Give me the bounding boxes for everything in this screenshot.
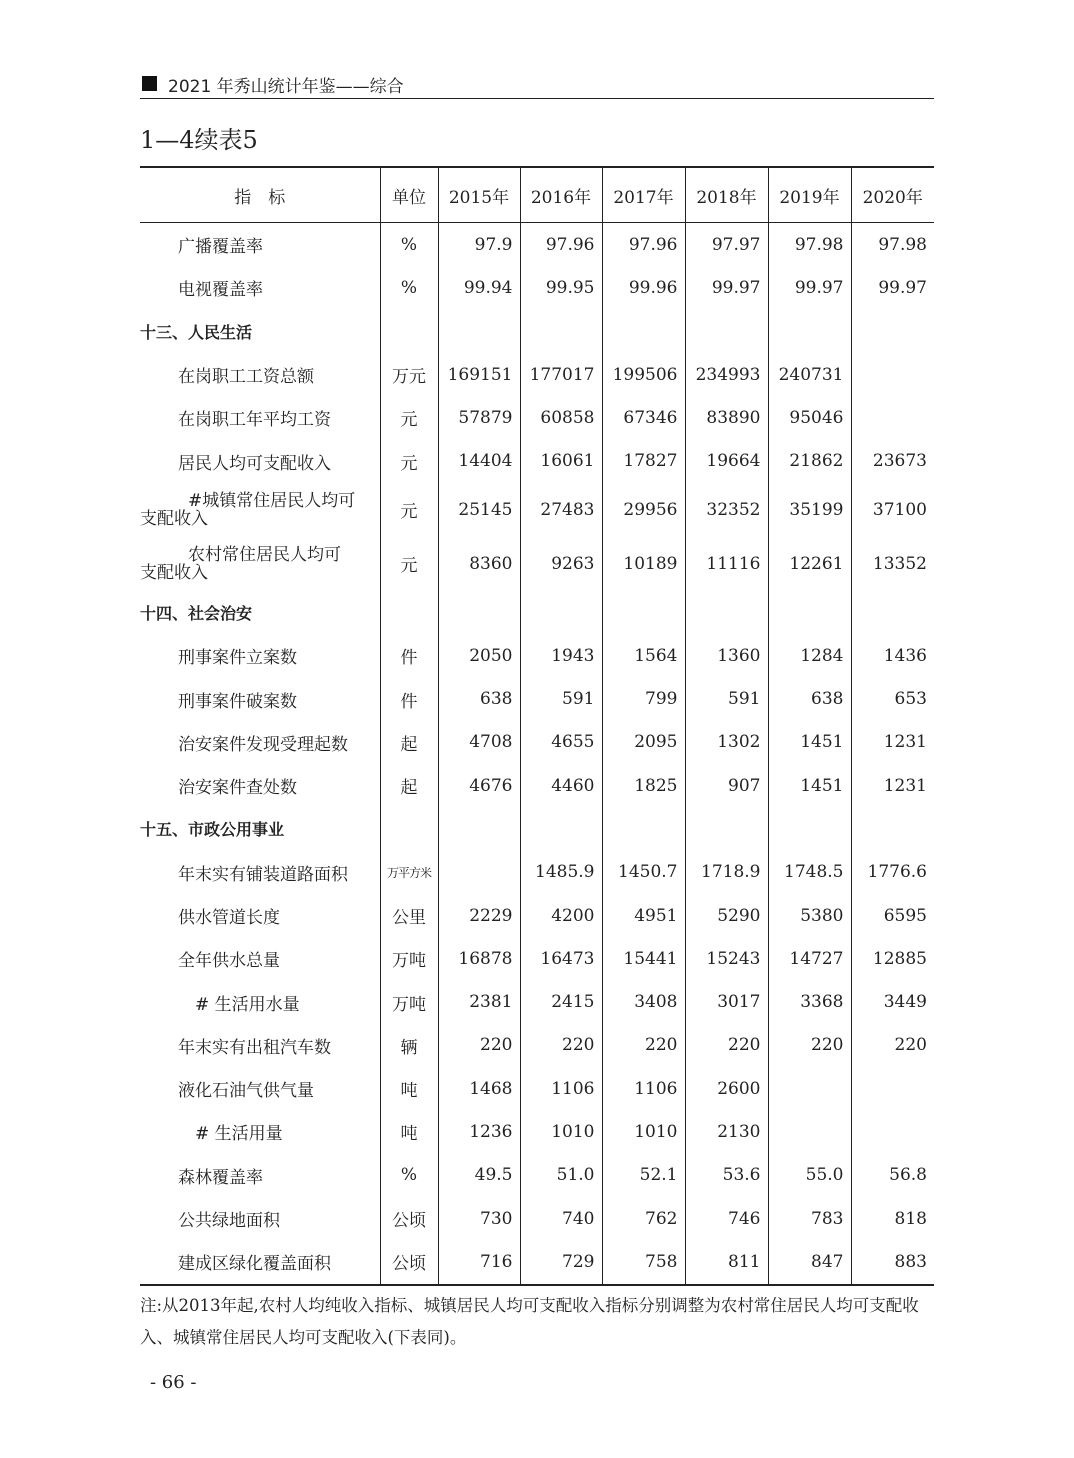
value-cell: 12261 <box>768 537 851 591</box>
unit-cell: 吨 <box>380 1110 438 1153</box>
value-cell: 1718.9 <box>685 851 768 894</box>
value-cell: 37100 <box>851 483 934 537</box>
value-cell: 591 <box>520 677 602 720</box>
value-cell: 32352 <box>685 483 768 537</box>
value-cell <box>851 353 934 396</box>
empty-cell <box>380 591 438 634</box>
table-row <box>140 851 934 894</box>
value-cell: 4460 <box>520 764 602 807</box>
value-cell: 2130 <box>685 1110 768 1153</box>
value-cell: 220 <box>520 1024 602 1067</box>
value-cell: 4655 <box>520 721 602 764</box>
value-cell: 716 <box>438 1240 520 1284</box>
empty-cell <box>851 807 934 850</box>
value-cell: 220 <box>685 1024 768 1067</box>
table-row <box>140 937 934 980</box>
value-cell: 12885 <box>851 937 934 980</box>
empty-cell <box>520 807 602 850</box>
value-cell: 19664 <box>685 439 768 482</box>
indicator-name: 治安案件查处数 <box>178 778 297 799</box>
value-cell: 97.9 <box>438 223 520 267</box>
empty-cell <box>602 807 685 850</box>
table-row <box>140 439 934 482</box>
unit-cell: 公里 <box>380 894 438 937</box>
unit-cell: 件 <box>380 677 438 720</box>
value-cell <box>851 1110 934 1153</box>
indicator-name: 电视覆盖率 <box>178 280 263 301</box>
value-cell: 1451 <box>768 764 851 807</box>
column-header-year: 2019年 <box>768 167 851 223</box>
unit-cell: 吨 <box>380 1067 438 1110</box>
value-cell: 4676 <box>438 764 520 807</box>
table-row <box>140 1197 934 1240</box>
value-cell: 638 <box>768 677 851 720</box>
indicator-name-line1: #城镇常住居民人均可 <box>188 490 356 511</box>
unit-cell: 万吨 <box>380 937 438 980</box>
indicator-name: 广播覆盖率 <box>178 237 263 258</box>
value-cell: 2381 <box>438 980 520 1023</box>
table-note: 注:从2013年起,农村人均纯收入指标、城镇居民人均可支配收入指标分别调整为农村常住居民人均可支配收入、城镇常住居民人均可支配收入(下表同)。 <box>140 1296 919 1347</box>
value-cell: 199506 <box>602 353 685 396</box>
unit-cell: % <box>380 266 438 309</box>
column-header-year: 2020年 <box>851 167 934 223</box>
value-cell: 2229 <box>438 894 520 937</box>
indicator-name: 刑事案件立案数 <box>178 648 297 669</box>
value-cell: 1450.7 <box>602 851 685 894</box>
value-cell: 14404 <box>438 439 520 482</box>
value-cell: 1106 <box>520 1067 602 1110</box>
column-header-indicator: 指 标 <box>140 167 380 223</box>
indicator-name: 在岗职工工资总额 <box>178 367 314 388</box>
unit-cell: 辆 <box>380 1024 438 1067</box>
value-cell: 99.97 <box>768 266 851 309</box>
indicator-name: 森林覆盖率 <box>178 1167 263 1188</box>
value-cell: 1231 <box>851 721 934 764</box>
value-cell: 27483 <box>520 483 602 537</box>
indicator-name: 建成区绿化覆盖面积 <box>178 1254 331 1275</box>
empty-cell <box>685 310 768 353</box>
indicator-name: 在岗职工年平均工资 <box>178 410 331 431</box>
value-cell: 1825 <box>602 764 685 807</box>
value-cell: 883 <box>851 1240 934 1284</box>
value-cell: 730 <box>438 1197 520 1240</box>
table-row <box>140 353 934 396</box>
table-body <box>140 223 934 1285</box>
unit-cell: 元 <box>380 483 438 537</box>
indicator-name: 年末实有出租汽车数 <box>178 1037 331 1058</box>
value-cell <box>438 851 520 894</box>
value-cell: 83890 <box>685 396 768 439</box>
value-cell: 51.0 <box>520 1154 602 1197</box>
value-cell: 97.96 <box>520 223 602 267</box>
value-cell: 1485.9 <box>520 851 602 894</box>
column-header-year: 2018年 <box>685 167 768 223</box>
value-cell: 1776.6 <box>851 851 934 894</box>
value-cell: 1231 <box>851 764 934 807</box>
value-cell: 220 <box>602 1024 685 1067</box>
value-cell: 2415 <box>520 980 602 1023</box>
indicator-name <box>140 483 380 537</box>
value-cell: 5380 <box>768 894 851 937</box>
value-cell: 3017 <box>685 980 768 1023</box>
indicator-name: 供水管道长度 <box>178 908 280 928</box>
value-cell: 220 <box>438 1024 520 1067</box>
table-row <box>140 721 934 764</box>
value-cell: 16878 <box>438 937 520 980</box>
table-row <box>140 1110 934 1153</box>
value-cell: 2600 <box>685 1067 768 1110</box>
value-cell: 16473 <box>520 937 602 980</box>
value-cell: 811 <box>685 1240 768 1284</box>
column-header-year: 2017年 <box>602 167 685 223</box>
value-cell: 53.6 <box>685 1154 768 1197</box>
value-cell: 13352 <box>851 537 934 591</box>
section-row <box>140 807 934 850</box>
value-cell: 56.8 <box>851 1154 934 1197</box>
empty-cell <box>602 591 685 634</box>
table-row <box>140 634 934 677</box>
value-cell: 4200 <box>520 894 602 937</box>
indicator-name: 刑事案件破案数 <box>178 691 297 712</box>
table-row <box>140 677 934 720</box>
value-cell: 3408 <box>602 980 685 1023</box>
value-cell: 1302 <box>685 721 768 764</box>
value-cell: 1451 <box>768 721 851 764</box>
empty-cell <box>380 807 438 850</box>
table-row <box>140 396 934 439</box>
value-cell: 3449 <box>851 980 934 1023</box>
unit-cell: % <box>380 223 438 267</box>
value-cell: 591 <box>685 677 768 720</box>
value-cell <box>768 1067 851 1110</box>
value-cell: 97.98 <box>851 223 934 267</box>
value-cell: 95046 <box>768 396 851 439</box>
indicator-name-line2: 支配收入 <box>140 562 208 583</box>
table-row <box>140 1154 934 1197</box>
value-cell: 653 <box>851 677 934 720</box>
value-cell: 729 <box>520 1240 602 1284</box>
value-cell: 5290 <box>685 894 768 937</box>
value-cell: 1943 <box>520 634 602 677</box>
empty-cell <box>520 310 602 353</box>
empty-cell <box>851 591 934 634</box>
value-cell: 21862 <box>768 439 851 482</box>
unit-cell: 元 <box>380 439 438 482</box>
unit-cell: 元 <box>380 537 438 591</box>
value-cell: 1436 <box>851 634 934 677</box>
statistics-table <box>140 166 934 1286</box>
value-cell <box>851 396 934 439</box>
value-cell: 17827 <box>602 439 685 482</box>
value-cell: 169151 <box>438 353 520 396</box>
value-cell: 67346 <box>602 396 685 439</box>
value-cell: 1236 <box>438 1110 520 1153</box>
value-cell: 97.98 <box>768 223 851 267</box>
value-cell: 57879 <box>438 396 520 439</box>
value-cell: 99.95 <box>520 266 602 309</box>
section-title: 十四、社会治安 <box>140 603 253 623</box>
unit-cell: 元 <box>380 396 438 439</box>
unit-cell: 万平方米 <box>380 851 438 894</box>
table-title: 1—4续表5 <box>140 126 258 154</box>
indicator-name: 全年供水总量 <box>178 951 280 972</box>
value-cell: 15243 <box>685 937 768 980</box>
section-row <box>140 310 934 353</box>
indicator-name: # 生活用量 <box>195 1124 283 1145</box>
unit-cell: 公顷 <box>380 1240 438 1284</box>
value-cell: 97.97 <box>685 223 768 267</box>
value-cell: 1284 <box>768 634 851 677</box>
empty-cell <box>438 310 520 353</box>
value-cell: 9263 <box>520 537 602 591</box>
column-header-year: 2015年 <box>438 167 520 223</box>
table-row <box>140 537 934 591</box>
value-cell: 799 <box>602 677 685 720</box>
value-cell: 1748.5 <box>768 851 851 894</box>
empty-cell <box>520 591 602 634</box>
table-row <box>140 980 934 1023</box>
indicator-name: # 生活用水量 <box>195 994 300 1015</box>
unit-cell: 起 <box>380 721 438 764</box>
table-row <box>140 266 934 309</box>
running-header <box>140 72 934 99</box>
indicator-name: 公共绿地面积 <box>178 1211 280 1232</box>
section-title: 十三、人民生活 <box>140 322 253 342</box>
empty-cell <box>768 310 851 353</box>
value-cell: 783 <box>768 1197 851 1240</box>
value-cell: 25145 <box>438 483 520 537</box>
value-cell: 99.97 <box>851 266 934 309</box>
table-row <box>140 1067 934 1110</box>
value-cell: 23673 <box>851 439 934 482</box>
value-cell: 16061 <box>520 439 602 482</box>
value-cell: 234993 <box>685 353 768 396</box>
value-cell: 818 <box>851 1197 934 1240</box>
unit-cell: % <box>380 1154 438 1197</box>
empty-cell <box>685 807 768 850</box>
value-cell <box>768 1110 851 1153</box>
table-row <box>140 764 934 807</box>
table-row <box>140 894 934 937</box>
empty-cell <box>380 310 438 353</box>
value-cell: 29956 <box>602 483 685 537</box>
indicator-name: 居民人均可支配收入 <box>178 453 331 474</box>
value-cell: 99.96 <box>602 266 685 309</box>
empty-cell <box>768 591 851 634</box>
value-cell: 1468 <box>438 1067 520 1110</box>
column-header-year: 2016年 <box>520 167 602 223</box>
unit-cell: 公顷 <box>380 1197 438 1240</box>
value-cell: 847 <box>768 1240 851 1284</box>
value-cell: 177017 <box>520 353 602 396</box>
value-cell: 758 <box>602 1240 685 1284</box>
table-row <box>140 1240 934 1284</box>
value-cell: 99.97 <box>685 266 768 309</box>
empty-cell <box>438 807 520 850</box>
running-title: 2021 年秀山统计年鉴——综合 <box>168 77 404 97</box>
empty-cell <box>768 807 851 850</box>
column-header-unit: 单位 <box>380 167 438 223</box>
value-cell: 638 <box>438 677 520 720</box>
unit-cell: 万元 <box>380 353 438 396</box>
section-row <box>140 591 934 634</box>
indicator-name: 年末实有铺装道路面积 <box>178 864 348 885</box>
value-cell: 907 <box>685 764 768 807</box>
value-cell: 740 <box>520 1197 602 1240</box>
page-number: - 66 - <box>150 1372 197 1393</box>
table-header-row <box>140 167 934 223</box>
value-cell: 1010 <box>520 1110 602 1153</box>
section-title: 十五、市政公用事业 <box>140 820 285 840</box>
indicator-name-line1: 农村常住居民人均可 <box>188 544 341 565</box>
value-cell: 11116 <box>685 537 768 591</box>
empty-cell <box>602 310 685 353</box>
value-cell: 220 <box>851 1024 934 1067</box>
empty-cell <box>851 310 934 353</box>
table-row <box>140 1024 934 1067</box>
value-cell: 6595 <box>851 894 934 937</box>
value-cell: 2050 <box>438 634 520 677</box>
value-cell: 15441 <box>602 937 685 980</box>
value-cell: 3368 <box>768 980 851 1023</box>
value-cell: 49.5 <box>438 1154 520 1197</box>
value-cell: 1360 <box>685 634 768 677</box>
indicator-name <box>140 537 380 591</box>
value-cell: 99.94 <box>438 266 520 309</box>
value-cell: 35199 <box>768 483 851 537</box>
value-cell: 97.96 <box>602 223 685 267</box>
value-cell: 52.1 <box>602 1154 685 1197</box>
empty-cell <box>685 591 768 634</box>
value-cell: 1010 <box>602 1110 685 1153</box>
value-cell: 55.0 <box>768 1154 851 1197</box>
value-cell: 14727 <box>768 937 851 980</box>
value-cell <box>851 1067 934 1110</box>
value-cell: 2095 <box>602 721 685 764</box>
value-cell: 1106 <box>602 1067 685 1110</box>
value-cell: 4951 <box>602 894 685 937</box>
value-cell: 240731 <box>768 353 851 396</box>
table-row <box>140 483 934 537</box>
value-cell: 1564 <box>602 634 685 677</box>
value-cell: 60858 <box>520 396 602 439</box>
value-cell: 8360 <box>438 537 520 591</box>
value-cell: 10189 <box>602 537 685 591</box>
indicator-name-line2: 支配收入 <box>140 508 208 529</box>
table-row <box>140 223 934 267</box>
unit-cell: 万吨 <box>380 980 438 1023</box>
value-cell: 220 <box>768 1024 851 1067</box>
indicator-name: 治安案件发现受理起数 <box>178 734 348 755</box>
unit-cell: 件 <box>380 634 438 677</box>
unit-cell: 起 <box>380 764 438 807</box>
value-cell: 746 <box>685 1197 768 1240</box>
empty-cell <box>438 591 520 634</box>
indicator-name: 液化石油气供气量 <box>178 1081 314 1102</box>
square-bullet-icon <box>142 76 157 91</box>
value-cell: 762 <box>602 1197 685 1240</box>
value-cell: 4708 <box>438 721 520 764</box>
